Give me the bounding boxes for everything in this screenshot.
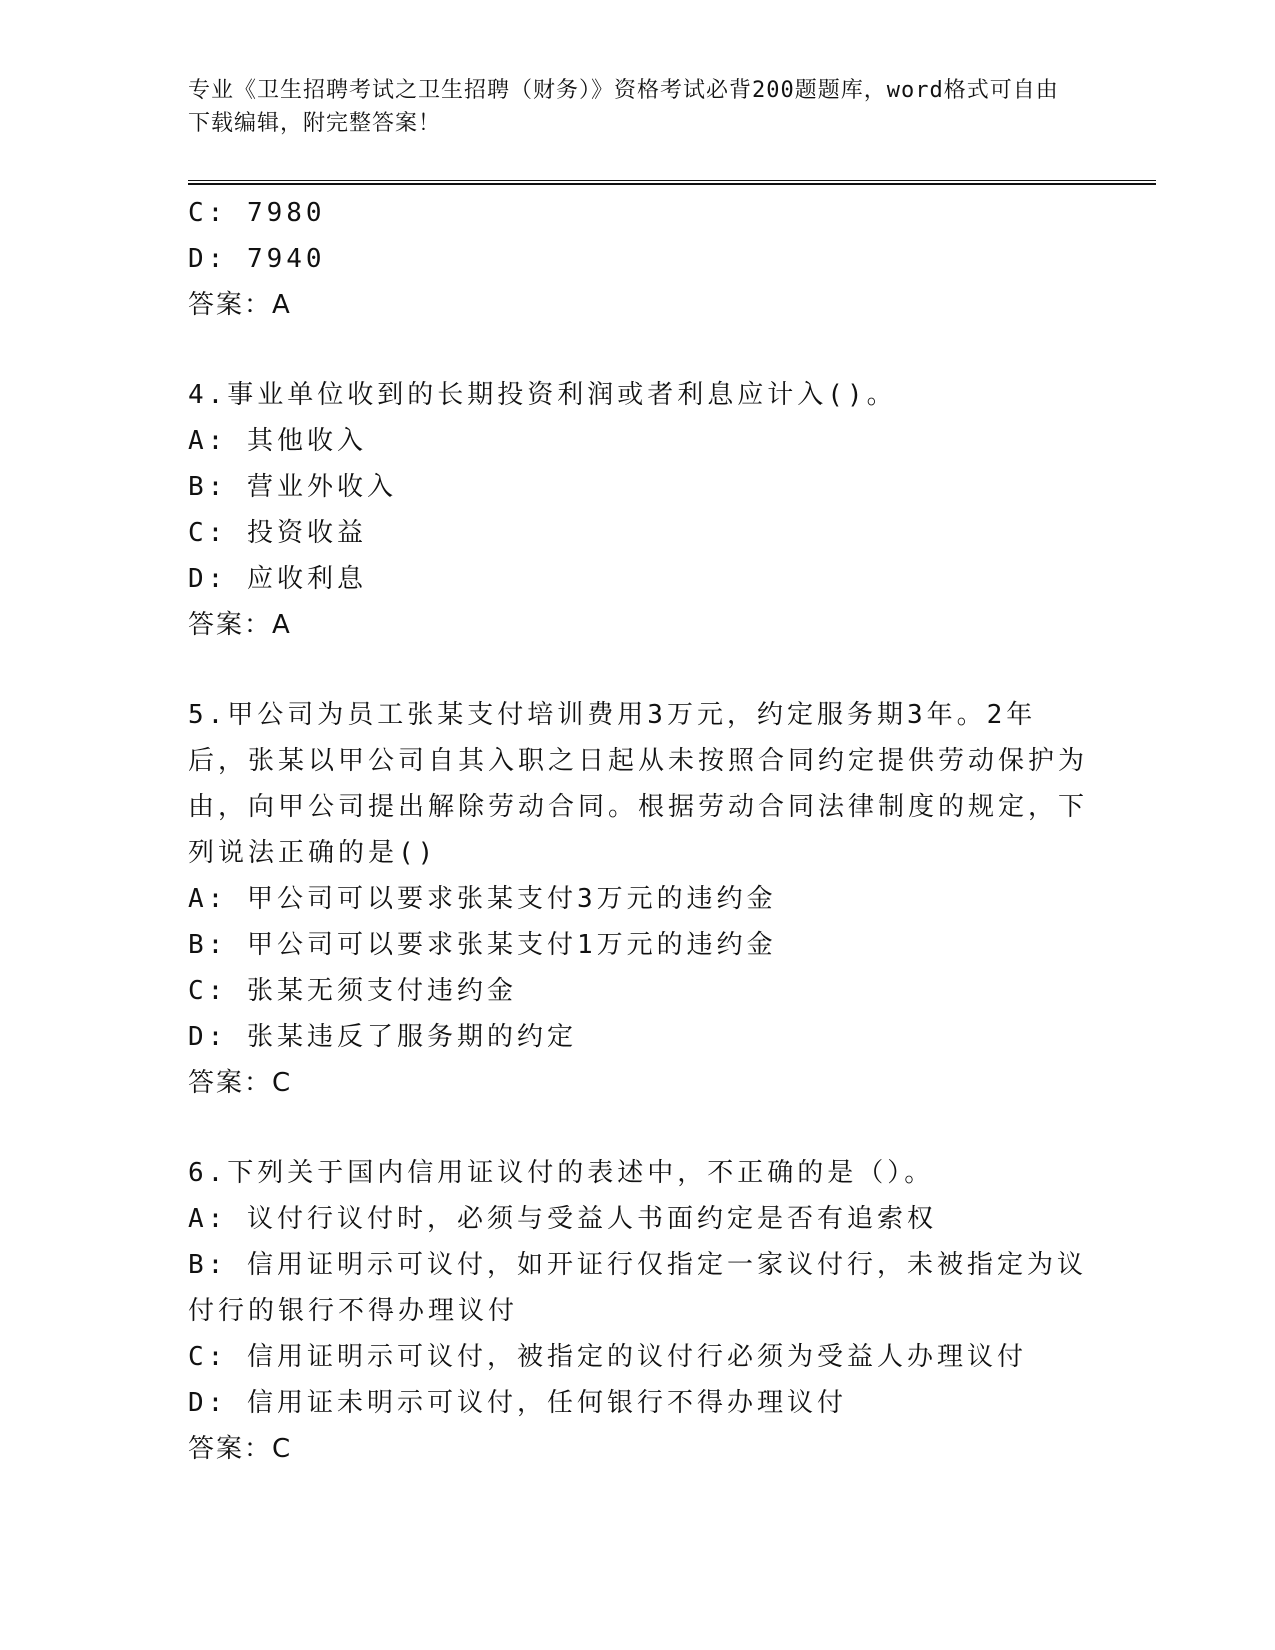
question-list bbox=[188, 190, 1088, 1472]
page-title: 专业《卫生招聘考试之卫生招聘（财务）》资格考试必背200题题库，word格式可自由下载编辑，附完整答案！ bbox=[188, 78, 1059, 136]
question-6 bbox=[188, 1150, 1088, 1472]
q6-option-b: B: 信用证明示可议付，如开证行仅指定一家议付行，未被指定为议付行的银行不得办理议付 bbox=[188, 1250, 1087, 1326]
q3-option-c: C: 7980 bbox=[188, 198, 326, 228]
q6-option-a: A: 议付行议付时，必须与受益人书面约定是否有追索权 bbox=[188, 1204, 937, 1234]
q6-option-c: C: 信用证明示可议付，被指定的议付行必须为受益人办理议付 bbox=[188, 1342, 1027, 1372]
q4-answer: 答案：A bbox=[188, 610, 292, 640]
question-3-tail bbox=[188, 190, 1088, 328]
q3-option-d: D: 7940 bbox=[188, 244, 326, 274]
spacer bbox=[188, 328, 1088, 372]
question-5 bbox=[188, 692, 1088, 1106]
q6-answer: 答案：C bbox=[188, 1434, 293, 1464]
q5-option-d: D: 张某违反了服务期的约定 bbox=[188, 1022, 577, 1052]
q3-answer: 答案：A bbox=[188, 290, 292, 320]
q6-option-d: D: 信用证未明示可议付，任何银行不得办理议付 bbox=[188, 1388, 847, 1418]
q6-stem: 6.下列关于国内信用证议付的表述中，不正确的是（）。 bbox=[188, 1158, 935, 1188]
q5-option-c: C: 张某无须支付违约金 bbox=[188, 976, 517, 1006]
q5-answer: 答案：C bbox=[188, 1068, 293, 1098]
q4-option-d: D: 应收利息 bbox=[188, 564, 367, 594]
page-header bbox=[188, 74, 1068, 140]
spacer bbox=[188, 648, 1088, 692]
header-divider bbox=[188, 180, 1156, 185]
q4-option-b: B: 营业外收入 bbox=[188, 472, 397, 502]
q5-option-b: B: 甲公司可以要求张某支付1万元的违约金 bbox=[188, 930, 777, 960]
question-4 bbox=[188, 372, 1088, 648]
q5-stem: 5.甲公司为员工张某支付培训费用3万元，约定服务期3年。2年后，张某以甲公司自其入职之日起从未按照合同约定提供劳动保护为由，向甲公司提出解除劳动合同。根据劳动合同法律制度的规定，下列说法正确的是() bbox=[188, 700, 1089, 868]
q4-option-a: A: 其他收入 bbox=[188, 426, 367, 456]
q4-option-c: C: 投资收益 bbox=[188, 518, 367, 548]
q4-stem: 4.事业单位收到的长期投资利润或者利息应计入()。 bbox=[188, 380, 897, 410]
q5-option-a: A: 甲公司可以要求张某支付3万元的违约金 bbox=[188, 884, 777, 914]
spacer bbox=[188, 1106, 1088, 1150]
